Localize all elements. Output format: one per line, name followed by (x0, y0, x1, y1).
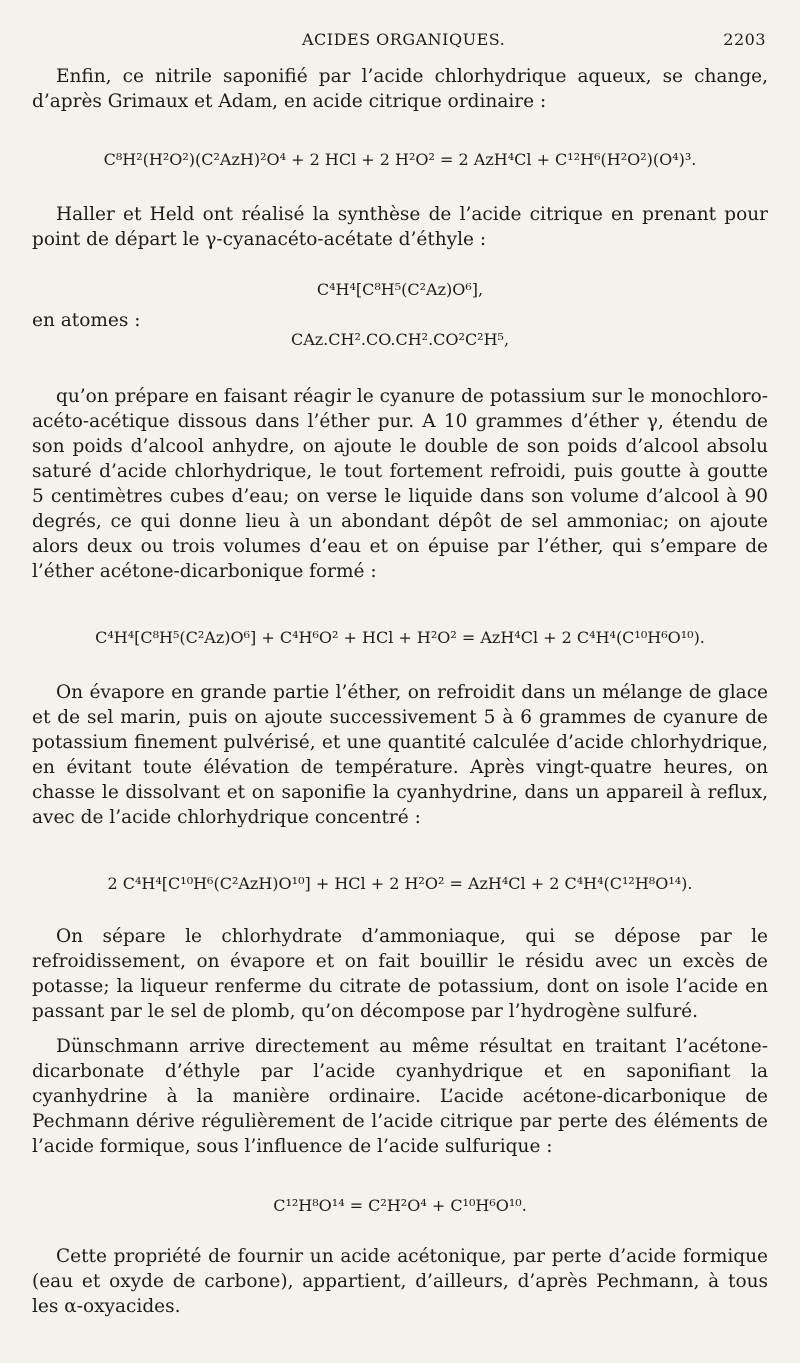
paragraph-3-block (32, 384, 768, 584)
formula-acetone-dicarbonic: C⁴H⁴[C⁸H⁵(C²Az)O⁶] + C⁴H⁶O² + HCl + H²O² = AzH⁴Cl + 2 C⁴H⁴(C¹⁰H⁶O¹⁰). (95, 628, 705, 647)
formula-citric-synthesis: C⁸H²(H²O²)(C²AzH)²O⁴ + 2 HCl + 2 H²O² = 2 AzH⁴Cl + C¹²H⁶(H²O²)(O⁴)³. (103, 150, 697, 169)
paragraph-7-block (32, 1244, 768, 1319)
paragraph-7: Cette propriété de fournir un acide acétonique, par perte d’acide formique (eau et oxyde de carbone), appartient, d’ailleurs, d’après Pechmann, à tous les α-oxyacides. (32, 1246, 768, 1317)
page-number: 2203 (723, 30, 766, 49)
paragraph-4: On évapore en grande partie l’éther, on refroidit dans un mélange de glace et de sel marin, puis on ajoute successivement 5 à 6 grammes de cyanure de potassium finement pulvérisé, et une quantité calculée d’acide chlorhydrique, en évitant toute élévation de température. Après vingt-quatre heures, on chasse le dissolvant et on saponifie la cyanhydrine, dans un appareil à reflux, avec de l’acide chlorhydrique concentré : (32, 682, 768, 828)
paragraph-6-block (32, 1034, 768, 1159)
paragraph-2: Haller et Held ont réalisé la synthèse de l’acide citrique en prenant pour point de départ le γ-cyanacéto-acétate d’éthyle : (32, 204, 768, 250)
formula-atomic-notation: CAz.CH².CO.CH².CO²C²H⁵, (290, 330, 510, 349)
label-atoms: en atomes : (32, 310, 141, 331)
formula-citric-decomposition: C¹²H⁸O¹⁴ = C²H²O⁴ + C¹⁰H⁶O¹⁰. (273, 1196, 527, 1215)
paragraph-2-block (32, 202, 768, 252)
paragraph-5-block (32, 924, 768, 1024)
formula-cyanacetoacetate: C⁴H⁴[C⁸H⁵(C²Az)O⁶], (316, 280, 484, 299)
paragraph-4-block (32, 680, 768, 830)
paragraph-1: Enfin, ce nitrile saponifié par l’acide chlorhydrique aqueux, se change, d’après Grimaux et Adam, en acide citrique ordinaire : (32, 66, 768, 112)
paragraph-1-block (32, 64, 768, 114)
paragraph-5: On sépare le chlorhydrate d’ammoniaque, qui se dépose par le refroidissement, on évapore et on fait bouillir le résidu avec un excès de potasse; la liqueur renferme du citrate de potassium, dont on isole l’acide en passant par le sel de plomb, qu’on décompose par l’hydrogène sulfuré. (32, 926, 768, 1022)
running-header (0, 30, 800, 54)
formula-cyanhydrine-saponification: 2 C⁴H⁴[C¹⁰H⁶(C²AzH)O¹⁰] + HCl + 2 H²O² = AzH⁴Cl + 2 C⁴H⁴(C¹²H⁸O¹⁴). (107, 874, 693, 893)
paragraph-6: Dünschmann arrive directement au même résultat en traitant l’acétone-dicarbonate d’éthyle par l’acide cyanhydrique et en saponifiant la cyanhydrine à la manière ordinaire. L’acide acétone-dicarbonique de Pechmann dérive régulièrement de l’acide citrique par perte des éléments de l’acide formique, sous l’influence de l’acide sulfurique : (32, 1036, 768, 1157)
paragraph-3: qu’on prépare en faisant réagir le cyanure de potassium sur le monochloro-acéto-acétique dissous dans l’éther pur. A 10 grammes d’éther γ, étendu de son poids d’alcool anhydre, on ajoute le double de son poids d’alcool absolu saturé d’acide chlorhydrique, le tout fortement refroidi, puis goutte à goutte 5 centimètres cubes d’eau; on verse le liquide dans son volume d’alcool à 90 degrés, ce qui donne lieu à un abondant dépôt de sel ammoniac; on ajoute alors deux ou trois volumes d’eau et on épuise par l’éther, qui s’empare de l’éther acétone-dicarbonique formé : (32, 386, 768, 582)
running-title: ACIDES ORGANIQUES. (302, 30, 506, 49)
